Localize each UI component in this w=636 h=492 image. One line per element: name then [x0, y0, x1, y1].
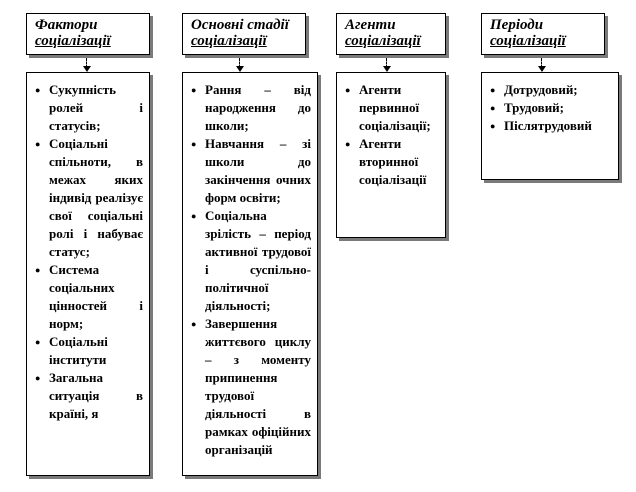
list-item: ● Рання – від народження до школи; [191, 81, 311, 135]
list-item: ● Дотрудовий; [490, 81, 612, 99]
box-agents [336, 72, 446, 238]
list-item: ● Післятрудовий [490, 117, 612, 135]
header-title-line2: соціалізації [345, 33, 421, 49]
list-item: ● Навчання – зі школи до закінчення очних форм освіти; [191, 135, 311, 207]
header-title-line2: соціалізації [490, 33, 566, 49]
list-item: ● Агенти вторинної соціалізації [345, 135, 439, 189]
connector-arrow [239, 58, 241, 68]
header-title-line1: Періоди [490, 17, 544, 33]
box-periods [481, 72, 619, 180]
header-agents [336, 13, 446, 55]
list-item: ● Агенти первинної соціалізації; [345, 81, 439, 135]
list-item: ● Загальна ситуація в країні, я [35, 369, 143, 423]
list-item: ● Соціальні спільноти, в межах яких індивід реалізує свої соціальні ролі і набуває статус; [35, 135, 143, 261]
header-title-line1: Агенти [345, 17, 396, 33]
header-periods [481, 13, 605, 55]
header-title-line2: соціалізації [191, 33, 267, 49]
connector-arrow [86, 58, 88, 68]
list-item: ● Сукупність ролей і статусів; [35, 81, 143, 135]
header-title-line1: Фактори [35, 17, 98, 33]
list-item: ● Трудовий; [490, 99, 612, 117]
header-factors [26, 13, 150, 55]
list-item: ● Соціальна зрілість – період активної трудової і суспільно-політичної діяльності; [191, 207, 311, 315]
connector-arrow [386, 58, 388, 68]
list-item: ● Соціальні інститути [35, 333, 143, 369]
box-stages [182, 72, 318, 476]
list-item: ● Завершення життєвого циклу – з моменту припинення трудової діяльності в рамках офіційних організацій [191, 315, 311, 459]
header-title-line2: соціалізації [35, 33, 111, 49]
header-stages [182, 13, 306, 55]
box-factors [26, 72, 150, 476]
list-item: ● Система соціальних цінностей і норм; [35, 261, 143, 333]
connector-arrow [541, 58, 543, 68]
header-title-line1: Основні стадії [191, 17, 289, 33]
